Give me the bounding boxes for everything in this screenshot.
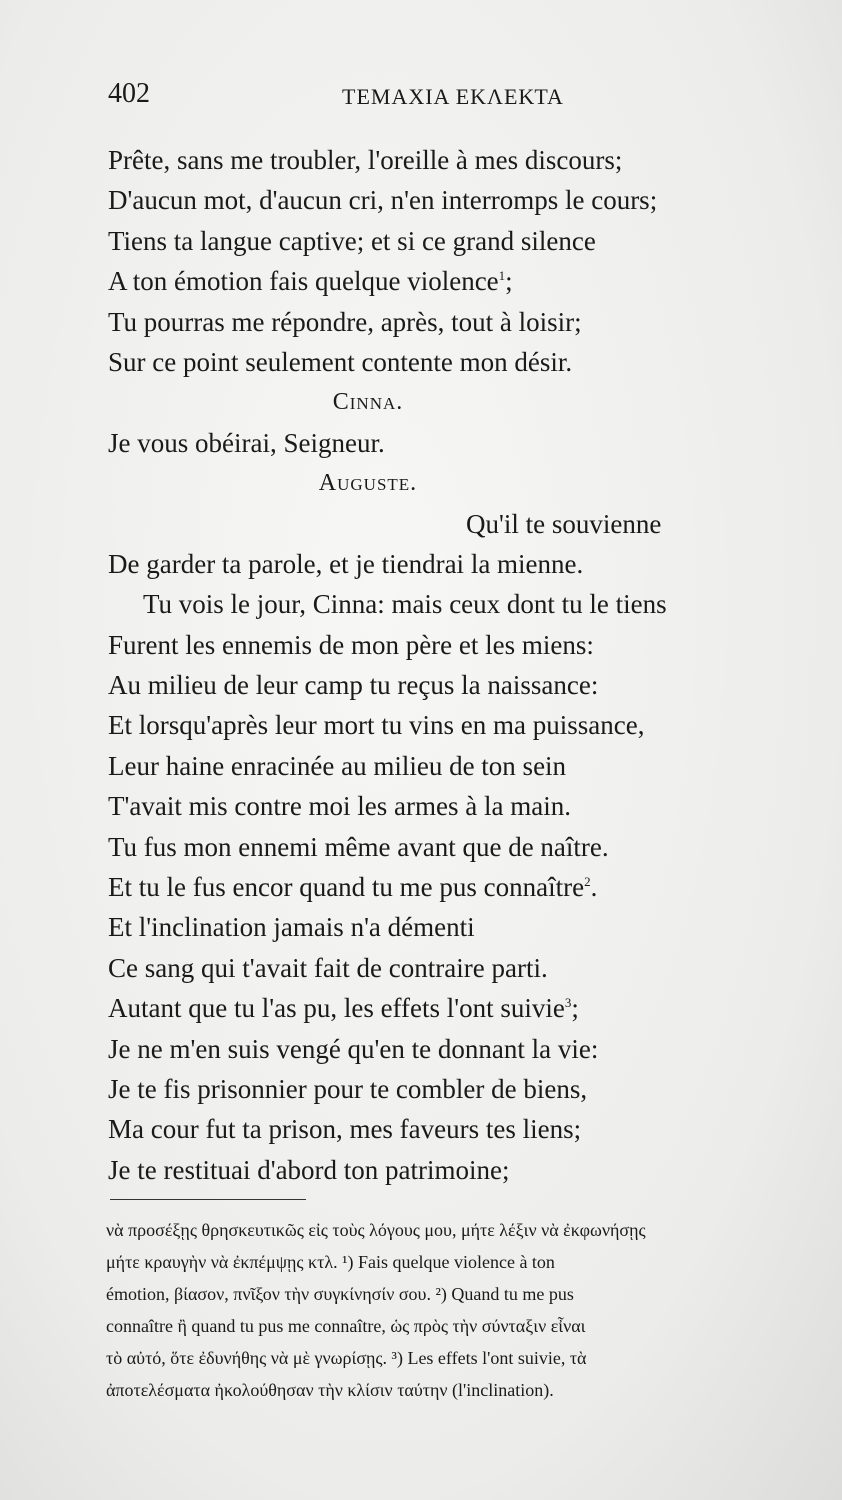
verse-line: [108, 867, 808, 907]
footnote-marker: 1: [498, 268, 506, 284]
verse-text-segment: Et tu le fus encor quand tu me pus connaître: [108, 872, 585, 903]
verse-line: Je ne m'en suis vengé qu'en te donnant la vie:: [108, 1033, 599, 1064]
verse-line: Je te restituai d'abord ton patrimoine;: [108, 1154, 510, 1185]
footnotes: [106, 1214, 828, 1406]
footnote-marker: 3: [564, 995, 572, 1011]
footnote-marker: 2: [584, 874, 591, 890]
verse-line: T'avait mis contre moi les armes à la main.: [108, 791, 571, 822]
verse-punctuation: .: [590, 872, 598, 903]
verse-line: Tiens ta langue captive; et si ce grand silence: [108, 225, 596, 256]
footnote-line: ἀποτελέσματα ἠκολούθησαν τὴν κλίσιν ταύτην (l'inclination).: [106, 1380, 554, 1400]
verse-text-segment: A ton émotion fais quelque violence: [108, 266, 499, 297]
verse-line: Je te fis prisonnier pour te combler de biens,: [108, 1073, 588, 1104]
verse-line: Tu fus mon ennemi même avant que de naître.: [108, 831, 609, 862]
verse-line: Je vous obéirai, Seigneur.: [108, 427, 385, 458]
footnote-line: émotion, βίασον, πνῖξον τὴν συγκίνησίν σου. ²) Quand tu me pus: [106, 1284, 574, 1304]
speaker-name: Cinna.: [332, 389, 404, 416]
verse-line: Leur haine enracinée au milieu de ton sein: [108, 750, 567, 781]
verse-line: Ma cour fut ta prison, mes faveurs tes liens;: [108, 1114, 582, 1145]
verse-text-segment: Autant que tu l'as pu, les effets l'ont suivie: [108, 993, 565, 1024]
verse-line: [108, 988, 808, 1028]
footnote-divider: [110, 1199, 306, 1200]
verse-line: Qu'il te souvienne: [466, 508, 662, 539]
verse-text: [108, 140, 808, 1190]
speaker-name: Auguste.: [318, 470, 418, 497]
running-head: ΤΕΜΑΧΙΑ ΕΚΛΕΚΤΑ: [342, 84, 564, 109]
verse-punctuation: ;: [571, 993, 579, 1024]
verse-line: Prête, sans me troubler, l'oreille à mes discours;: [108, 145, 623, 175]
verse-line: Et lorsqu'après leur mort tu vins en ma puissance,: [108, 710, 645, 741]
page-number: 402: [108, 78, 150, 109]
verse-punctuation: ;: [505, 266, 513, 297]
verse-line: Au milieu de leur camp tu reçus la naissance:: [108, 670, 599, 701]
verse-line: Et l'inclination jamais n'a démenti: [108, 912, 475, 943]
verse-line: De garder ta parole, et je tiendrai la mienne.: [108, 548, 584, 579]
verse-line: Furent les ennemis de mon père et les miens:: [108, 629, 594, 660]
verse-line: D'aucun mot, d'aucun cri, n'en interromps le cours;: [108, 185, 658, 216]
verse-line: Tu vois le jour, Cinna: mais ceux dont tu le tiens: [143, 589, 667, 620]
footnote-line: μήτε κραυγὴν νὰ ἐκπέμψῃς κτλ. ¹) Fais quelque violence à ton: [106, 1252, 555, 1272]
verse-line: [108, 261, 808, 301]
verse-line: Tu pourras me répondre, après, tout à loisir;: [108, 306, 582, 337]
page-header: [108, 78, 708, 118]
footnote-line: νὰ προσέξῃς θρησκευτικῶς εἰς τοὺς λόγους μου, μήτε λέξιν νὰ ἐκφωνήσῃς: [106, 1220, 646, 1240]
verse-line: Sur ce point seulement contente mon désir.: [108, 346, 573, 377]
footnote-line: connaître ἢ quand tu pus me connaître, ὡς πρὸς τὴν σύνταξιν εἶναι: [106, 1316, 586, 1336]
verse-line: Ce sang qui t'avait fait de contraire parti.: [108, 952, 548, 983]
footnote-line: τὸ αὐτό, ὅτε ἐδυνήθης νὰ μὲ γνωρίσῃς. ³) Les effets l'ont suivie, τὰ: [106, 1348, 587, 1368]
